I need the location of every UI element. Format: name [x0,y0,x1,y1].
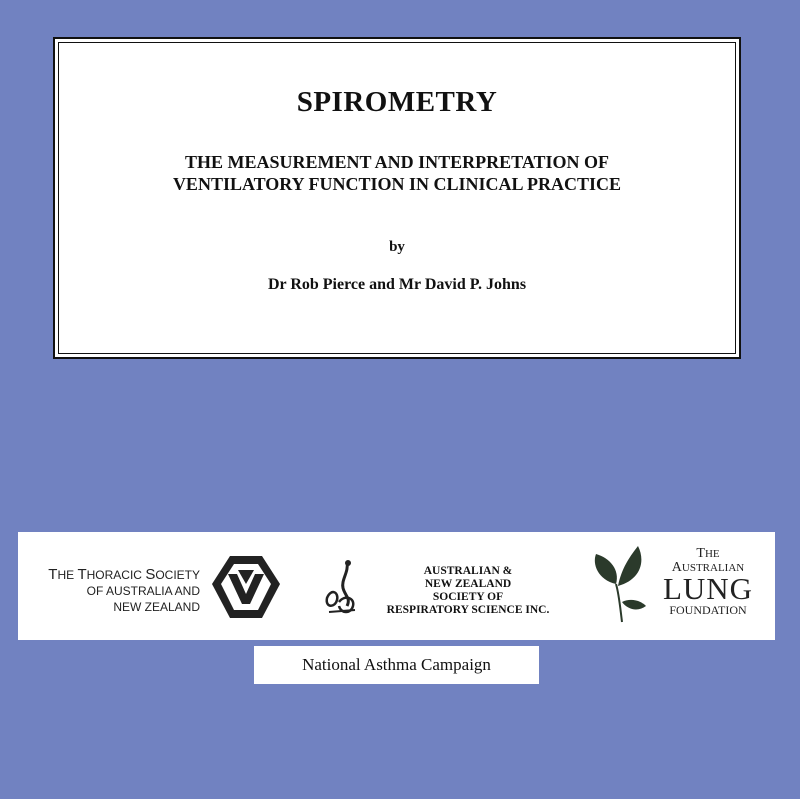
title-panel-inner-frame [58,42,736,354]
subtitle-line-2: VENTILATORY FUNCTION IN CLINICAL PRACTICE [172,174,622,194]
campaign-label: National Asthma Campaign [254,646,539,684]
tsanz-line-1: THE THORACIC SOCIETY [48,566,200,583]
by-label: by [389,239,405,255]
tsanz-line-2: OF AUSTRALIA AND [86,584,200,598]
sponsor-logo-band [18,532,775,640]
lung-foundation-word: FOUNDATION [669,603,747,617]
subtitle-line-1: THE MEASUREMENT AND INTERPRETATION OF [184,152,610,172]
anzsrs-line-3: SOCIETY OF [432,591,504,603]
anzsrs-line-1: AUSTRALIAN & [423,565,513,577]
authors: Dr Rob Pierce and Mr David P. Johns [267,276,527,293]
tsanz-logo-icon [210,554,282,620]
book-title: SPIROMETRY [296,86,498,118]
anzsrs-line-4: RESPIRATORY SCIENCE INC. [386,604,550,616]
anzsrs-name [379,565,557,617]
tsanz-line-3: NEW ZEALAND [113,600,200,614]
leaf-icon [592,540,648,624]
title-panel [53,37,741,359]
anzsrs-logo-icon [321,558,363,618]
lung-foundation-name [654,547,762,617]
lung-the: THE [696,546,720,561]
tsanz-name [18,567,200,615]
anzsrs-line-2: NEW ZEALAND [424,578,512,590]
lung-australian: AUSTRALIAN [671,560,745,575]
lung-word: LUNG [662,571,754,606]
book-subtitle [59,151,735,195]
